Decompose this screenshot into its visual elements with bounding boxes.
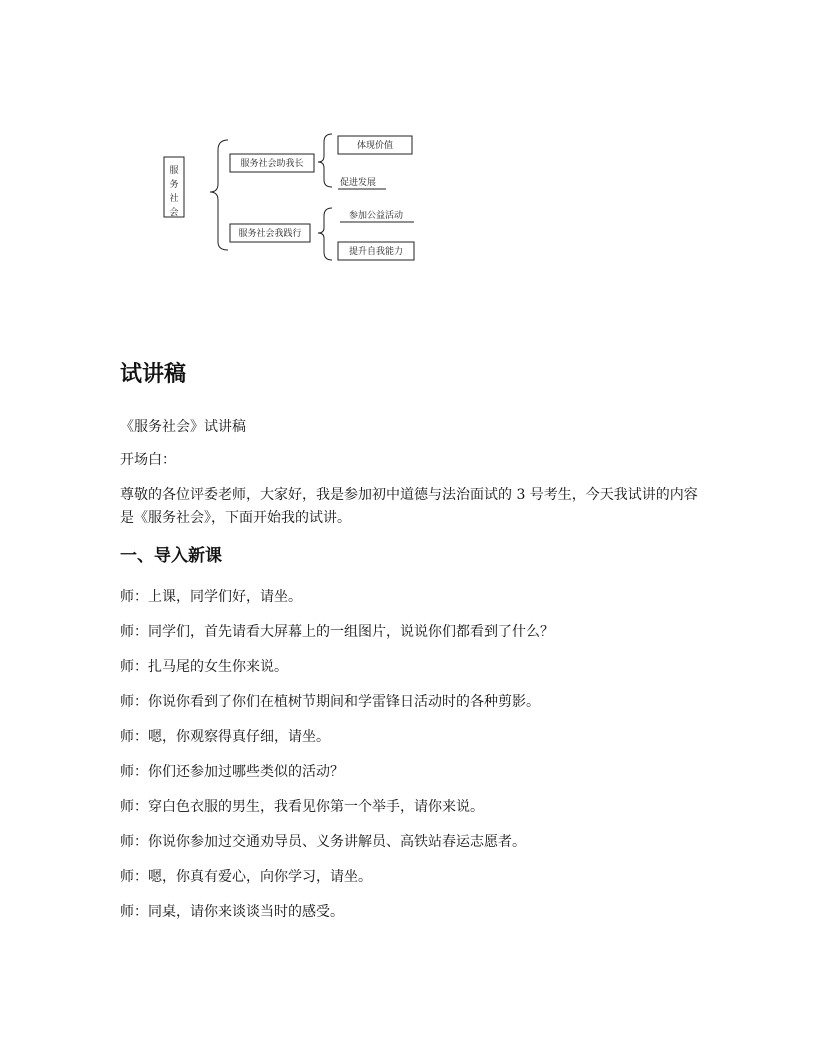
leaf-1: 体现价值 bbox=[356, 141, 394, 151]
document-body bbox=[120, 360, 700, 936]
dialogue-line: 师：嗯，你真有爱心，向你学习，请坐。 bbox=[120, 869, 372, 885]
section-heading: 一、导入新课 bbox=[120, 546, 222, 566]
main-brace bbox=[210, 140, 228, 250]
root-char-3: 社 bbox=[169, 194, 179, 204]
root-char-1: 服 bbox=[169, 166, 179, 176]
branch2-label: 服务社会我践行 bbox=[238, 229, 302, 239]
dialogue-line: 师：你说你参加过交通劝导员、义务讲解员、高铁站春运志愿者。 bbox=[120, 834, 526, 850]
dialogue-line: 师：上课，同学们好，请坐。 bbox=[120, 589, 302, 605]
leaf-2: 促进发展 bbox=[339, 178, 377, 188]
root-char-4: 会 bbox=[169, 208, 179, 218]
dialogue-line: 师：同桌，请你来谈谈当时的感受。 bbox=[120, 904, 344, 920]
branch1-brace bbox=[318, 134, 332, 187]
mind-map bbox=[160, 132, 420, 264]
blackboard-diagram bbox=[160, 132, 420, 264]
dialogue-line: 师：扎马尾的女生你来说。 bbox=[120, 659, 288, 675]
opening-label: 开场白： bbox=[120, 452, 176, 468]
dialogue-line: 师：穿白色衣服的男生，我看见你第一个举手，请你来说。 bbox=[120, 799, 484, 815]
dialogue-line: 师：嗯，你观察得真仔细，请坐。 bbox=[120, 729, 330, 745]
branch1-label: 服务社会助我长 bbox=[240, 159, 304, 169]
leaf-3: 参加公益活动 bbox=[348, 211, 404, 221]
dialogue-line: 师：你说你看到了你们在植树节期间和学雷锋日活动时的各种剪影。 bbox=[120, 694, 540, 710]
branch2-brace bbox=[318, 208, 332, 260]
leaf-4: 提升自我能力 bbox=[348, 247, 404, 257]
dialogue-line: 师：同学们，首先请看大屏幕上的一组图片，说说你们都看到了什么？ bbox=[120, 624, 554, 640]
dialogue-line: 师：你们还参加过哪些类似的活动？ bbox=[120, 764, 344, 780]
doc-subtitle: 《服务社会》试讲稿 bbox=[120, 419, 246, 435]
opening-text: 尊敬的各位评委老师，大家好，我是参加初中道德与法治面试的 3 号考生，今天我试讲的内容是《服务社会》，下面开始我的试讲。 bbox=[120, 487, 698, 526]
doc-title: 试讲稿 bbox=[120, 362, 187, 387]
root-char-2: 务 bbox=[169, 180, 179, 190]
